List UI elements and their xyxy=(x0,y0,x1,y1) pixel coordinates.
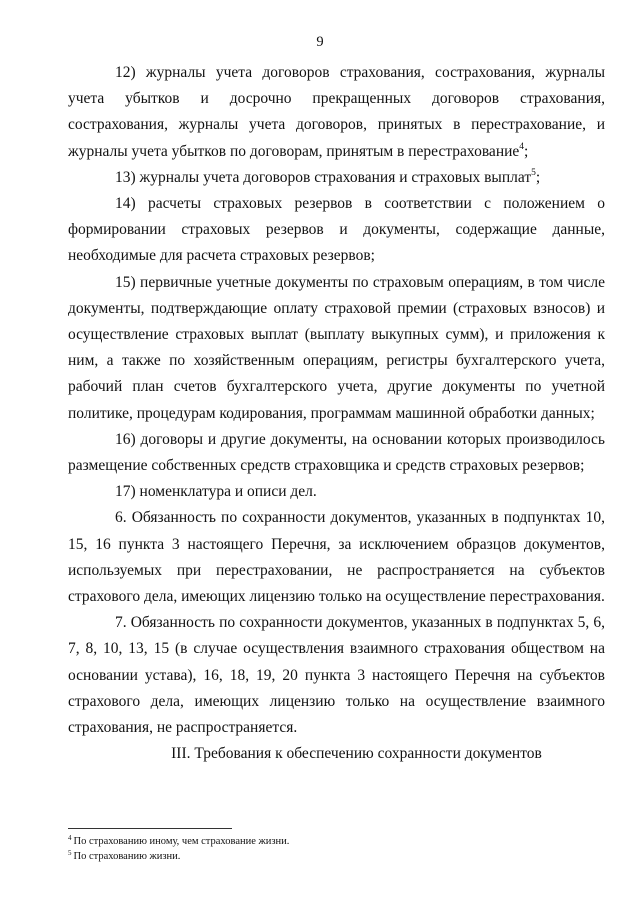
footnote-mark-4: 4 xyxy=(68,834,72,842)
list-item-15: 15) первичные учетные документы по страховым операциям, в том числе документы, подтверждающие оплату страховой премии (страховых взносов) и осуществление страховых выплат (выплату выкупных сумм), и приложения к ним, а также по хозяйственным операциям, регистры бухгалтерского учета, рабочий план счетов бухгалтерского учета, другие документы по учетной политике, процедурам кодирования, программам машинной обработки данных; xyxy=(68,273,605,422)
clause-6: 6. Обязанность по сохранности документов, указанных в подпунктах 10, 15, 16 пункта 3 настоящего Перечня, за исключением образцов документов, используемых при перестраховании, не распространяется на субъектов страхового дела, имеющих лицензию только на осуществление перестрахования. xyxy=(68,509,605,606)
list-item-13-text: 13) журналы учета договоров страхования и страховых выплат xyxy=(115,168,532,186)
section-heading: III. Требования к обеспечению сохранности документов xyxy=(171,745,542,763)
list-item-17: 17) номенклатура и описи дел. xyxy=(115,483,317,501)
footnote-5 xyxy=(68,849,605,864)
footnotes xyxy=(68,834,605,864)
list-item-12 xyxy=(68,60,605,165)
list-item-14: 14) расчеты страховых резервов в соответствии с положением о формировании страховых резервов и документы, содержащие данные, необходимые для расчета страховых резервов; xyxy=(68,195,605,265)
footnote-divider xyxy=(68,828,232,829)
footnote-text-5: По страхованию жизни. xyxy=(73,851,181,862)
document-body xyxy=(68,60,605,767)
footnote-text-4: По страхованию иному, чем страхование жизни. xyxy=(73,836,290,847)
clause-7: 7. Обязанность по сохранности документов, указанных в подпунктах 5, 6, 7, 8, 10, 13, 15 (в случае осуществления взаимного страхования обществом на основании устава), 16, 18, 19, 20 пункта 3 настоящего Перечня на субъектов страхового дела, имеющих лицензию только на осуществление взаимного страхования, не распространяется. xyxy=(68,614,605,737)
page-number: 9 xyxy=(316,34,324,50)
footnote-4 xyxy=(68,834,605,849)
list-item-16: 16) договоры и другие документы, на основании которых производилось размещение собственных средств страховщика и средств страховых резервов; xyxy=(68,430,605,475)
list-item-12-tail: ; xyxy=(524,142,529,160)
list-item-12-text: 12) журналы учета договоров страхования, сострахования, журналы учета убытков и досрочно прекращенных договоров страхования, сострахования, журналы учета договоров, принятых в перестрахование, и журналы учета убытков по договорам, принятым в перестрахование xyxy=(68,64,605,160)
footnote-ref-5: 5 xyxy=(531,167,536,178)
list-item-13-tail: ; xyxy=(535,168,541,186)
footnote-mark-5: 5 xyxy=(68,849,72,857)
list-item-13 xyxy=(68,165,605,191)
footnote-ref-4: 4 xyxy=(519,141,525,152)
